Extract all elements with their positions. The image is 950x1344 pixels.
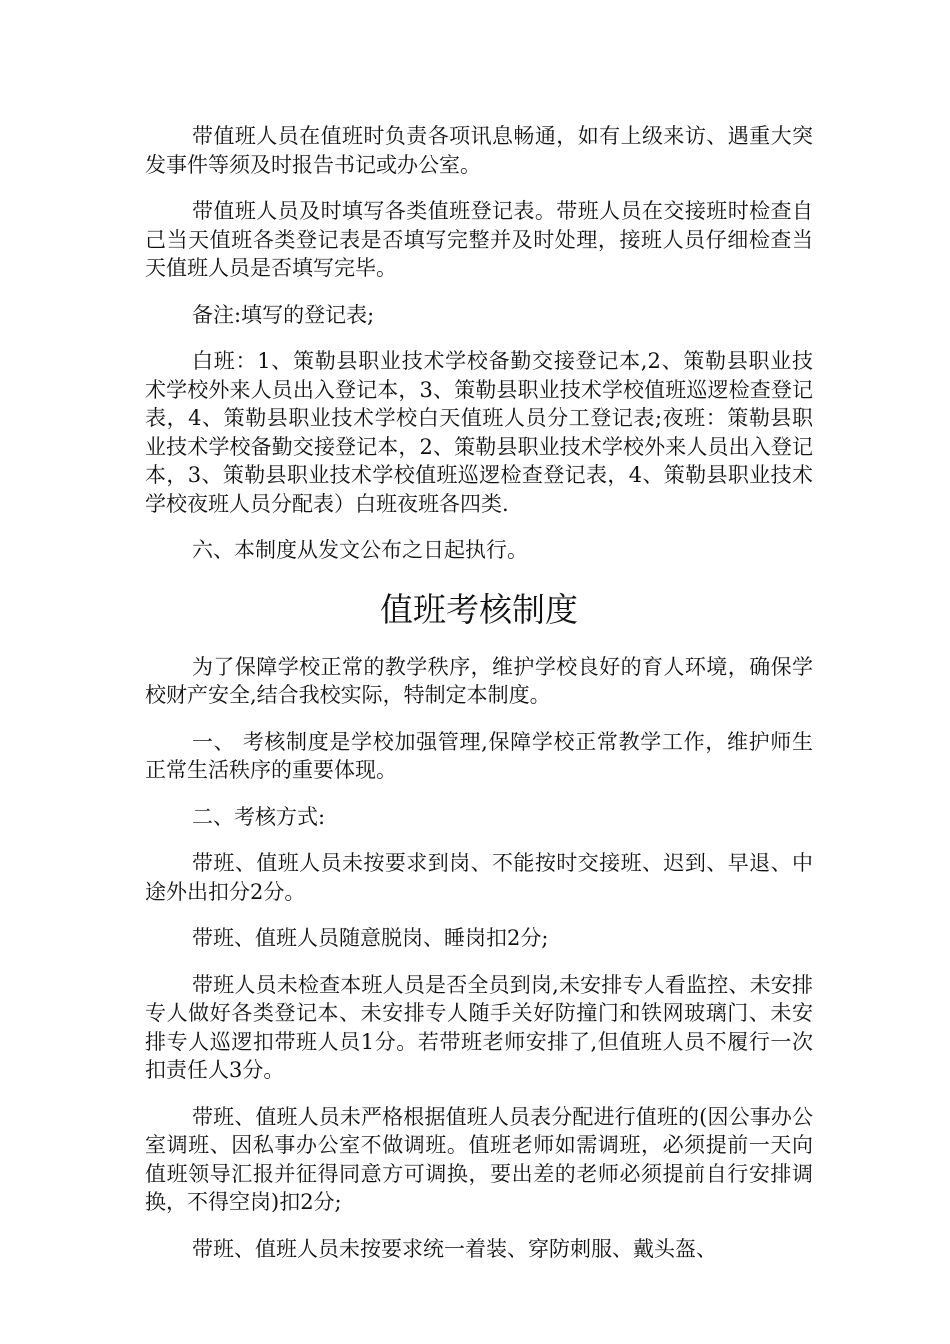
paragraph: 带班、值班人员随意脱岗、睡岗扣2分; <box>192 926 549 950</box>
paragraph: 二、考核方式: <box>192 804 326 829</box>
paragraph: 备注:填写的登记表; <box>192 302 375 327</box>
paragraph: 带班、值班人员未严格根据值班人员表分配进行值班的(因公事办公室调班、因私事办公室不做调班。值班老师如需调班，必须提前一天向值班领导汇报并征得同意方可调换，要出差的老师必须提前自行安排调换，不得空岗)扣2分; <box>145 1104 813 1214</box>
paragraph: 一、 考核制度是学校加强管理,保障学校正常教学工作，维护师生正常生活秩序的重要体现。 <box>145 729 813 782</box>
paragraph: 带班人员未检查本班人员是否全员到岗,未安排专人看监控、未安排专人做好各类登记本、未安排专人随手关好防撞门和铁网玻璃门、未安排专人巡逻扣带班人员1分。若带班老师安排了,但值班人员不履行一次扣责任人3分。 <box>145 972 813 1082</box>
paragraph: 带班、值班人员未按要求统一着装、穿防刺服、戴头盔、 <box>192 1236 717 1261</box>
paragraph: 带值班人员及时填写各类值班登记表。带班人员在交接班时检查自己当天值班各类登记表是否填写完整并及时处理，接班人员仔细检查当天值班人员是否填写完毕。 <box>145 199 813 280</box>
paragraph: 带值班人员在值班时负责各项讯息畅通，如有上级来访、遇重大突发事件等须及时报告书记或办公室。 <box>145 124 813 177</box>
paragraph: 为了保障学校正常的教学秩序，维护学校良好的育人环境，确保学校财产安全,结合我校实际，特制定本制度。 <box>145 654 813 707</box>
paragraph: 带班、值班人员未按要求到岗、不能按时交接班、迟到、早退、中途外出扣分2分。 <box>145 851 813 904</box>
paragraph: 白班：1、策勒县职业技术学校备勤交接登记本,2、策勒县职业技术学校外来人员出入登记本，3、策勒县职业技术学校值班巡逻检查登记表，4、策勒县职业技术学校白天值班人员分工登记表;夜班：策勒县职业技术学校备勤交接登记本，2、策勒县职业技术学校外来人员出入登记本，3、策勒县职业技术学校值班巡逻检查登记表，4、策勒县职业技术学校夜班人员分配表）白班夜班各四类. <box>145 349 813 516</box>
section-title: 值班考核制度 <box>380 589 578 629</box>
document-body <box>145 122 813 1281</box>
paragraph: 六、本制度从发文公布之日起执行。 <box>192 538 528 562</box>
